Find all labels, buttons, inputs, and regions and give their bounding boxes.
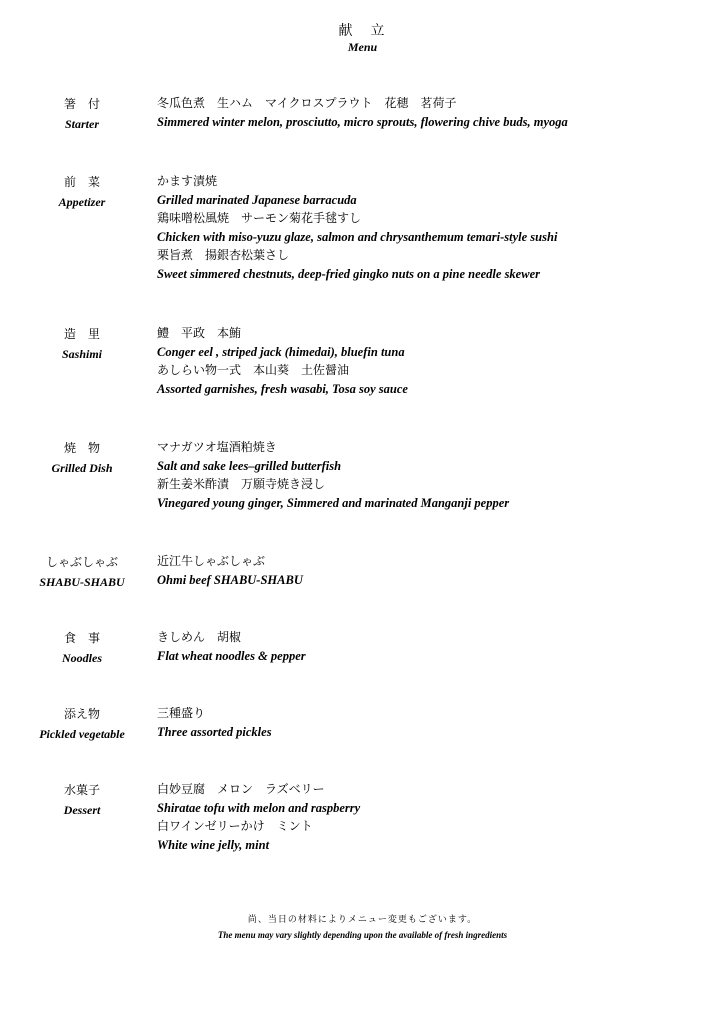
dish-line-en: Vinegared young ginger, Simmered and marinated Manganji pepper [157,495,510,510]
dish-line-jp: 鶏味噌松風焼 サーモン菊花手毬すし [157,211,362,225]
course-label-jp: 前 菜 [63,175,100,189]
dish-line-en: Ohmi beef SHABU-SHABU [157,572,303,587]
footer-note-jp: 尚、当日の材料によりメニュー変更もございます。 [247,915,478,925]
menu-title-jp: 献 立 [338,23,387,39]
course-label [20,628,144,668]
dish-line-en: Conger eel , striped jack (himedai), bluefin tuna [157,344,405,359]
course-label-jp: 食 事 [63,631,100,645]
course-label [20,94,144,134]
course-items [157,172,717,283]
dish-line-jp: 栗旨煮 揚銀杏松葉さし [157,248,290,262]
dish-line-jp: 三種盛り [157,706,206,720]
footer-note-en: The menu may vary slightly depending upon the available of fresh ingredients [217,930,508,940]
dish-line-en: Salt and sake lees–grilled butterfish [157,458,342,473]
course-items [157,324,717,398]
dish-line-jp: 鱧 平政 本鮪 [157,326,242,340]
dish-line-en: Simmered winter melon, prosciutto, micro sprouts, flowering chive buds, myoga [157,114,568,129]
course-label-en: Starter [64,117,99,131]
course-items [157,552,717,589]
dish-line-jp: 白妙豆腐 メロン ラズベリー [157,782,325,796]
course-label-jp: しゃぶしゃぶ [45,555,118,569]
dish-line-jp: きしめん 胡椒 [157,630,242,644]
course-items [157,628,717,665]
dish-line-jp: 白ワインゼリーかけ ミント [157,819,313,833]
course-label-en: Dessert [63,803,101,817]
course-label-en: Noodles [62,651,102,665]
dish-line-en: Three assorted pickles [157,724,272,739]
dish-line-en: Grilled marinated Japanese barracuda [157,192,357,207]
menu-title-en: Menu [347,40,378,54]
dish-line-en: Shiratae tofu with melon and raspberry [157,800,361,815]
course-label-en: SHABU-SHABU [39,575,125,589]
dish-line-jp: 近江牛しゃぶしゃぶ [157,554,266,568]
course-items [157,94,717,131]
course-label-jp: 焼 物 [63,441,100,455]
course-label-jp: 箸 付 [63,97,100,111]
dish-line-jp: マナガツオ塩酒粕焼き [157,440,277,454]
dish-line-en: Chicken with miso-yuzu glaze, salmon and chrysanthemum temari-style sushi [157,229,558,244]
course-label [20,172,144,212]
course-items [157,704,717,741]
course-label [20,704,144,744]
course-label-jp: 水菓子 [63,783,100,797]
course-label-jp: 添え物 [63,707,100,721]
dish-line-en: Assorted garnishes, fresh wasabi, Tosa soy sauce [157,381,408,396]
course-label-en: Sashimi [61,347,103,361]
course-label [20,780,144,820]
course-label [20,552,144,592]
dish-line-jp: あしらい物一式 本山葵 土佐醤油 [157,363,350,377]
course-label-en: Appetizer [58,195,106,209]
course-items [157,780,717,854]
course-label-en: Pickled vegetable [39,727,125,741]
dish-line-jp: かます漬焼 [157,174,218,188]
dish-line-jp: 冬瓜色煮 生ハム マイクロスプラウト 花穂 茗荷子 [157,96,457,110]
course-label [20,438,144,478]
dish-line-jp: 新生姜米酢漬 万願寺焼き浸し [157,477,326,491]
dish-line-en: White wine jelly, mint [157,837,270,852]
course-label-en: Grilled Dish [51,461,113,475]
course-label [20,324,144,364]
course-label-jp: 造 里 [63,327,100,341]
course-items [157,438,717,512]
dish-line-en: Flat wheat noodles & pepper [157,648,306,663]
dish-line-en: Sweet simmered chestnuts, deep-fried gingko nuts on a pine needle skewer [157,266,540,281]
